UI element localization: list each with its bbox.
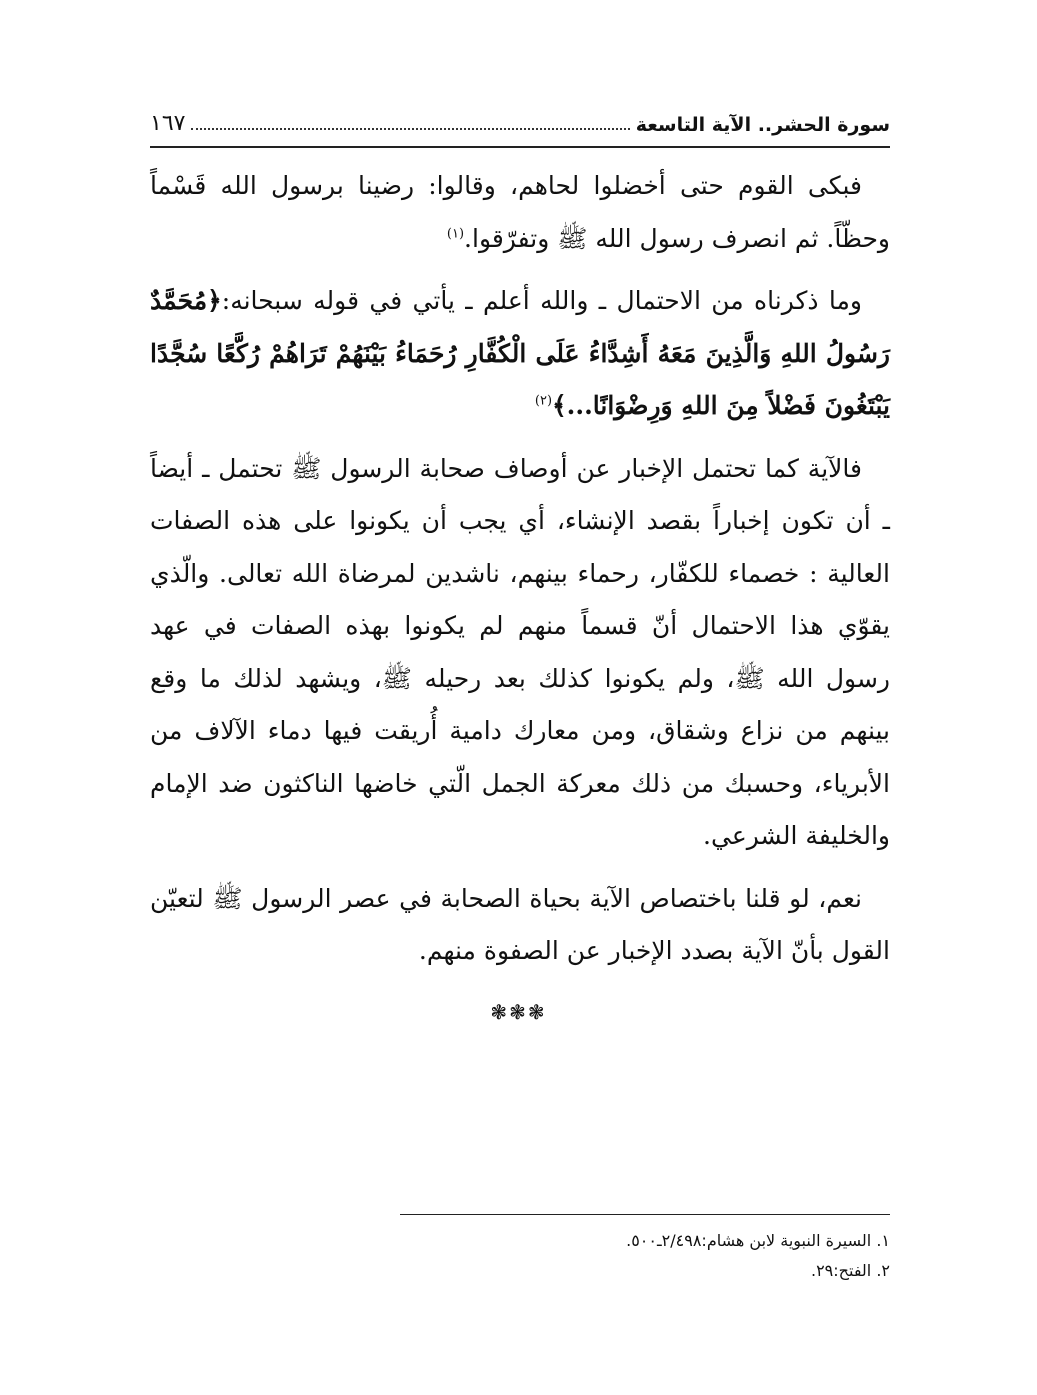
header-divider [150,146,890,148]
footnote-1: ١. السيرة النبوية لابن هشام:٢/٤٩٨ـ٥٠٠. [626,1231,890,1250]
paragraph-2: وما ذكرناه من الاحتمال ـ والله أعلم ـ يأتي في قوله سبحانه:﴿مُحَمَّدٌ رَسُولُ اللهِ وَالَّذِينَ مَعَهُ أَشِدَّاءُ عَلَى الْكُفَّارِ رُحَمَاءُ بَيْنَهُمْ تَرَاهُمْ رُكَّعًا سُجَّدًا يَبْتَغُونَ فَضْلاً مِنَ اللهِ وَرِضْوَانًا...﴾$^{(٢)}$ [150,286,890,420]
running-header [150,96,890,136]
page-number: ١٦٧ [150,111,186,136]
footnote-divider [400,1214,890,1215]
main-text [150,160,890,988]
footnote-2: ٢. الفتح:٢٩. [810,1261,890,1280]
chapter-title: سورة الحشر.. الآية التاسعة [635,114,890,136]
quran-verse: ﴿مُحَمَّدٌ رَسُولُ اللهِ وَالَّذِينَ مَعَهُ أَشِدَّاءُ عَلَى الْكُفَّارِ رُحَمَاءُ بَيْنَهُمْ تَرَاهُمْ رُكَّعًا سُجَّدًا يَبْتَغُونَ فَضْلاً مِنَ اللهِ وَرِضْوَانًا...﴾ [150,286,890,420]
paragraph-4: نعم، لو قلنا باختصاص الآية بحياة الصحابة في عصر الرسول ﷺ لتعيّن القول بأنّ الآية بصدد الإخبار عن الصفوة منهم. [150,883,890,965]
section-separator: ❃❃❃ [490,1000,547,1024]
paragraph-3: فالآية كما تحتمل الإخبار عن أوصاف صحابة الرسول ﷺ تحتمل ـ أيضاً ـ أن تكون إخباراً بقصد الإنشاء، أي يجب أن يكونوا على هذه الصفات العالية : خصماء للكفّار، رحماء بينهم، ناشدين لمرضاة الله تعالى. والّذي يقوّي هذا الاحتمال أنّ قسماً منهم لم يكونوا بهذه الصفات في عهد رسول الله ﷺ، ولم يكونوا كذلك بعد رحيله ﷺ، ويشهد لذلك ما وقع بينهم من نزاع وشقاق، ومن معارك دامية أُريقت فيها دماء الآلاف من الأبرياء، وحسبك من ذلك معركة الجمل الّتي خاضها الناكثون ضد الإمام والخليفة الشرعي. [150,453,890,850]
paragraph-1: فبكى القوم حتى أخضلوا لحاهم، وقالوا: رضينا برسول الله قَسْماً وحظّاً. ثم انصرف رسول الله ﷺ وتفرّقوا.$^{(١)}$ [150,171,890,253]
header-leader-dots [191,127,629,130]
footnote-marker-2: (٢) [534,393,553,409]
footnote-marker-1: (١) [446,226,465,242]
footnotes [400,1226,890,1286]
